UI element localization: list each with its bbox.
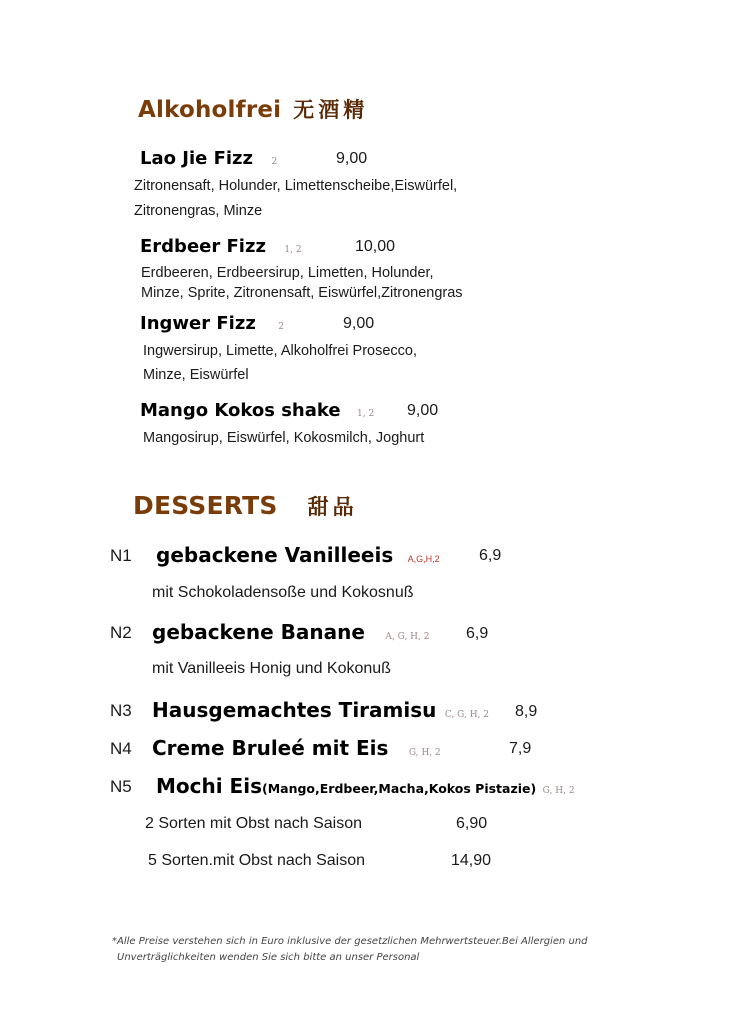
footnote-line: *Alle Preise verstehen sich in Euro inklusive der gesetzlichen Mehrwertsteuer.Bei Allergien und xyxy=(112,936,588,947)
mochi-option-price: 6,90 xyxy=(456,815,488,832)
dessert-allergens: G, H, 2 xyxy=(542,786,575,796)
dessert-price: 6,9 xyxy=(479,547,502,564)
dessert-number: N3 xyxy=(110,701,132,720)
dessert-name-row xyxy=(152,620,429,644)
drink-name: Mango Kokos shake xyxy=(140,400,341,421)
dessert-name: Creme Bruleé mit Eis xyxy=(152,736,389,760)
mochi-option-label: 2 Sorten mit Obst nach Saison xyxy=(145,815,362,832)
desserts-header xyxy=(133,491,358,521)
dessert-number: N1 xyxy=(110,546,132,565)
dessert-price: 7,9 xyxy=(509,740,532,757)
drink-description: Zitronensaft, Holunder, Limettenscheibe,Eiswürfel, xyxy=(134,178,458,194)
dessert-description: mit Schokoladensoße und Kokosnuß xyxy=(152,584,414,601)
dessert-allergens: G, H, 2 xyxy=(408,748,441,758)
dessert-allergens: A, G, H, 2 xyxy=(385,632,430,642)
dessert-flavors: (Mango,Erdbeer,Macha,Kokos Pistazie) xyxy=(261,781,537,796)
dessert-price: 8,9 xyxy=(515,703,538,720)
drink-item-name-row xyxy=(140,400,374,421)
dessert-name: Hausgemachtes Tiramisu xyxy=(152,698,437,722)
drink-item-name-row xyxy=(140,313,284,334)
mochi-option-price: 14,90 xyxy=(451,852,492,869)
drink-price: 9,00 xyxy=(343,315,375,332)
drink-description: Zitronengras, Minze xyxy=(134,203,263,219)
dessert-number: N4 xyxy=(110,739,132,758)
dessert-name: Mochi Eis xyxy=(156,774,262,798)
dessert-price: 6,9 xyxy=(466,625,489,642)
dessert-name: gebackene Banane xyxy=(152,620,365,644)
dessert-number: N5 xyxy=(110,777,132,796)
drink-name: Ingwer Fizz xyxy=(140,313,256,334)
drink-name: Erdbeer Fizz xyxy=(140,236,266,257)
dessert-name-row xyxy=(156,543,440,567)
drink-description: Minze, Sprite, Zitronensaft, Eiswürfel,Zitronengras xyxy=(141,285,463,301)
desserts-title: DESSERTS xyxy=(133,491,278,520)
drink-price: 9,00 xyxy=(407,402,439,419)
drink-allergens: 2 xyxy=(271,157,278,167)
drink-price: 9,00 xyxy=(336,150,368,167)
drink-description: Ingwersirup, Limette, Alkoholfrei Prosecco, xyxy=(143,343,418,359)
footnote-line: Unverträglichkeiten wenden Sie sich bitte an unser Personal xyxy=(117,952,420,963)
dessert-number: N2 xyxy=(110,623,132,642)
dessert-allergens: C, G, H, 2 xyxy=(444,710,490,720)
dessert-description: mit Vanilleeis Honig und Kokonuß xyxy=(152,660,391,677)
drink-price: 10,00 xyxy=(355,238,396,255)
drink-allergens: 1, 2 xyxy=(357,409,375,419)
alkoholfrei-title-cn: 无酒精 xyxy=(293,97,369,122)
drink-allergens: 2 xyxy=(278,322,284,332)
drink-allergens: 1, 2 xyxy=(284,245,302,255)
mochi-option-label: 5 Sorten.mit Obst nach Saison xyxy=(148,852,365,869)
drink-description: Erdbeeren, Erdbeersirup, Limetten, Holunder, xyxy=(141,265,434,281)
dessert-allergens: A,G,H,2 xyxy=(407,554,440,564)
drink-name: Lao Jie Fizz xyxy=(140,148,254,169)
alkoholfrei-title: Alkoholfrei xyxy=(138,97,282,123)
dessert-name-row xyxy=(152,736,441,760)
dessert-name-row xyxy=(152,698,489,722)
desserts-title-cn: 甜品 xyxy=(307,494,358,519)
drink-item-name-row xyxy=(140,236,302,257)
drink-description: Minze, Eiswürfel xyxy=(143,367,249,383)
dessert-name-row xyxy=(156,774,575,798)
alkoholfrei-header xyxy=(138,94,368,124)
drink-item-name-row xyxy=(140,148,277,169)
dessert-name: gebackene Vanilleeis xyxy=(156,543,394,567)
drink-description: Mangosirup, Eiswürfel, Kokosmilch, Joghurt xyxy=(143,430,425,446)
